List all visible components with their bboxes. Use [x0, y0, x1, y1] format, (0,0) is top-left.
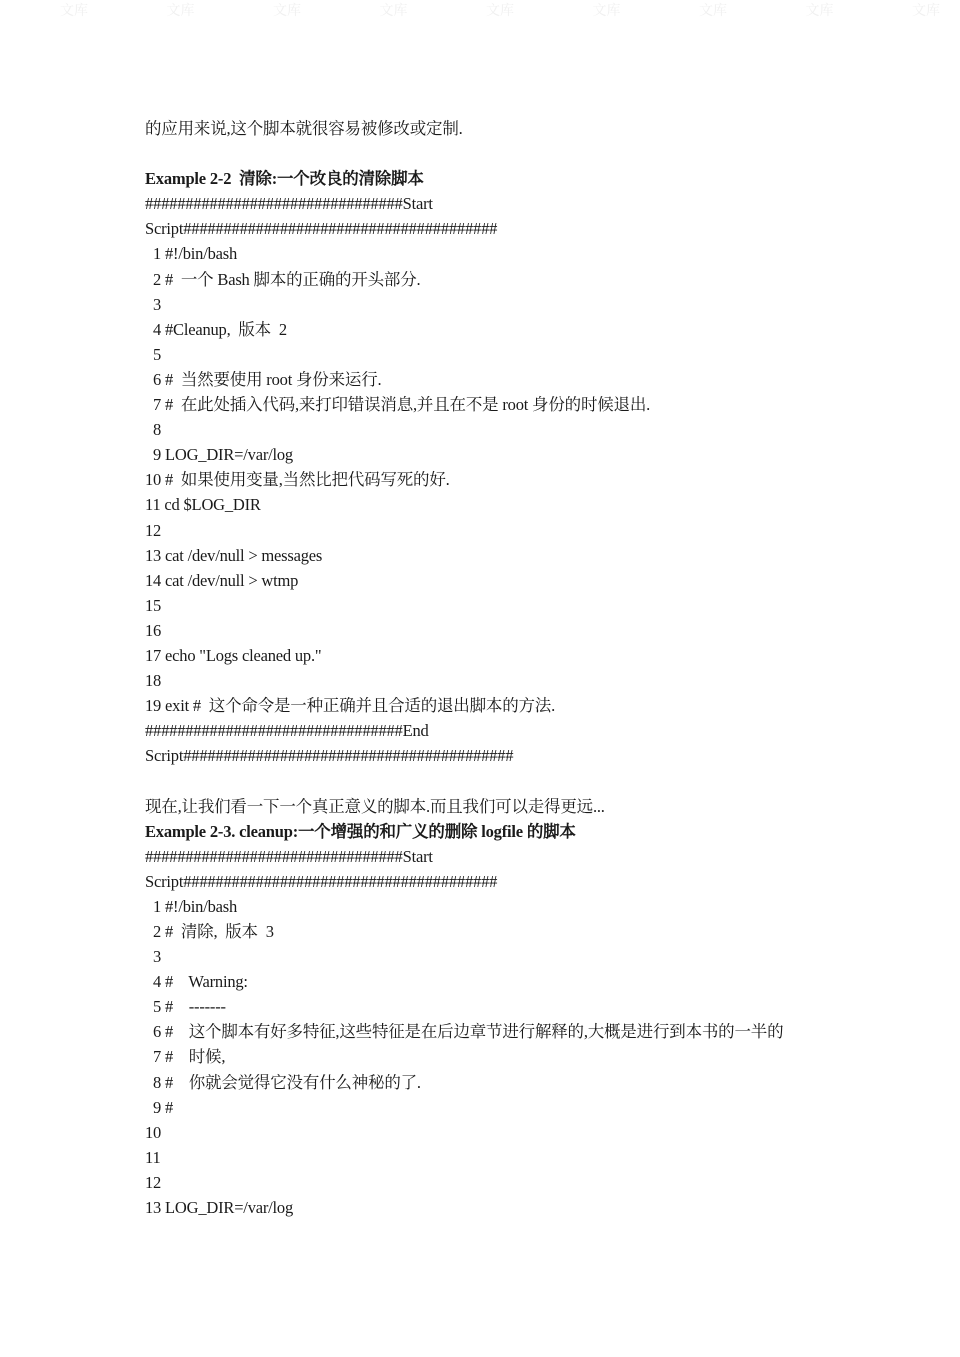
code-line: 11 cd $LOG_DIR — [145, 495, 261, 515]
code-block — [145, 894, 845, 1220]
code-line: 4 # Warning: — [153, 972, 248, 992]
code-line: 13 LOG_DIR=/var/log — [145, 1198, 294, 1218]
code-line: 4 #Cleanup, 版本 2 — [153, 319, 287, 339]
code-line: 5 # ------- — [153, 997, 226, 1017]
code-line: 8 — [153, 420, 162, 440]
watermark: 文库 — [805, 3, 834, 19]
code-line: 2 # 清除, 版本 3 — [153, 922, 274, 941]
start-marker-cont: Script####################################### — [145, 871, 498, 891]
watermark-row — [60, 0, 940, 30]
watermark: 文库 — [912, 3, 940, 19]
code-line: 12 — [145, 520, 162, 540]
code-line: 9 LOG_DIR=/var/log — [153, 445, 293, 465]
code-line: 13 cat /dev/null > messages — [145, 545, 323, 565]
code-line: 14 cat /dev/null > wtmp — [145, 570, 299, 590]
spacer — [145, 768, 845, 793]
code-line: 16 — [145, 620, 162, 640]
code-line: 3 — [153, 294, 162, 314]
example-title: Example 2-3. cleanup:一个增强的和广义的删除 logfile 的脚本 — [145, 821, 576, 841]
code-line: 17 echo "Logs cleaned up." — [145, 645, 322, 665]
code-line: 7 # 时候, — [153, 1047, 226, 1067]
watermark: 文库 — [379, 3, 408, 19]
code-line: 6 # 这个脚本有好多特征,这些特征是在后边章节进行解释的,大概是进行到本书的一半的 — [153, 1022, 784, 1042]
example-2-3 — [145, 819, 845, 1221]
start-marker-cont: Script####################################### — [145, 219, 498, 239]
example-2-2 — [145, 166, 845, 768]
code-line: 1 #!/bin/bash — [153, 244, 238, 264]
watermark: 文库 — [486, 3, 514, 19]
code-block — [145, 241, 845, 718]
code-line: 5 — [153, 344, 162, 364]
watermark: 文库 — [699, 3, 727, 19]
watermark: 文库 — [592, 3, 621, 19]
end-marker-cont: Script######################################### — [145, 746, 514, 766]
code-line: 10 # 如果使用变量,当然比把代码写死的好. — [145, 470, 450, 490]
code-line: 19 exit # 这个命令是一种正确并且合适的退出脚本的方法. — [145, 696, 556, 716]
code-line: 18 — [145, 671, 162, 691]
code-line: 10 — [145, 1122, 162, 1142]
start-marker: ################################Start — [145, 194, 433, 214]
start-marker: ################################Start — [145, 846, 433, 866]
code-line: 9 # — [153, 1097, 174, 1117]
code-line: 11 — [145, 1147, 161, 1167]
end-marker: ################################End — [145, 721, 429, 741]
watermark: 文库 — [273, 3, 301, 19]
code-line: 6 # 当然要使用 root 身份来运行. — [153, 369, 382, 389]
spacer — [145, 141, 845, 166]
transition-paragraph: 现在,让我们看一下一个真正意义的脚本.而且我们可以走得更远... — [145, 796, 605, 816]
intro-paragraph: 的应用来说,这个脚本就很容易被修改或定制. — [145, 119, 463, 138]
code-line: 1 #!/bin/bash — [153, 896, 238, 916]
code-line: 3 — [153, 947, 162, 967]
code-line: 2 # 一个 Bash 脚本的正确的开头部分. — [153, 269, 421, 289]
watermark: 文库 — [166, 3, 195, 19]
code-line: 15 — [145, 595, 162, 615]
code-line: 8 # 你就会觉得它没有什么神秘的了. — [153, 1072, 421, 1092]
code-line: 12 — [145, 1172, 162, 1192]
document-page — [145, 116, 845, 1220]
example-title: Example 2-2 清除:一个改良的清除脚本 — [145, 169, 424, 189]
code-line: 7 # 在此处插入代码,来打印错误消息,并且在不是 root 身份的时候退出. — [153, 395, 651, 415]
watermark: 文库 — [60, 3, 88, 19]
